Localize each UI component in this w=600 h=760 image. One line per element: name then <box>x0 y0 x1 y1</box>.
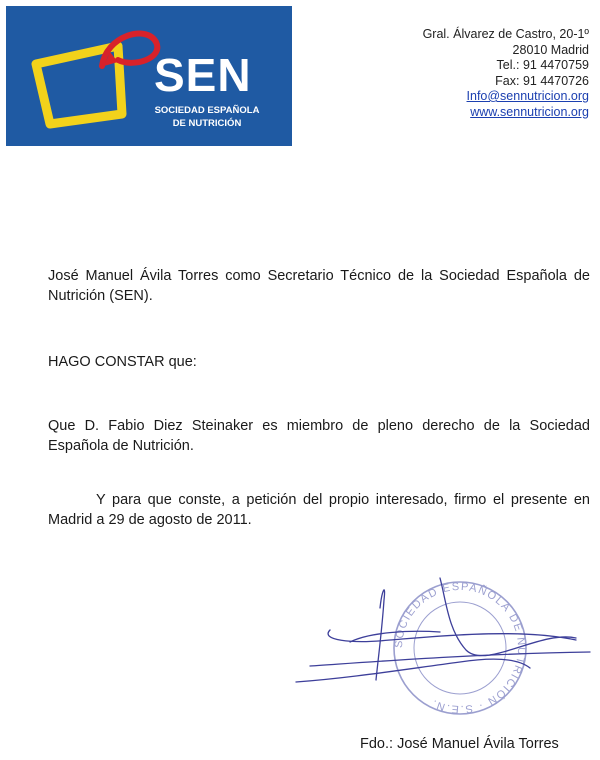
contact-city: 28010 Madrid <box>512 42 589 57</box>
handwritten-signature <box>296 578 590 682</box>
contact-block <box>423 27 589 120</box>
logo-subtitle <box>142 104 272 130</box>
closing-paragraph: Y para que conste, a petición del propio interesado, firmo el presente en Madrid a 29 de agosto de 2011. <box>48 492 590 528</box>
sen-logo <box>6 6 292 146</box>
contact-address: Gral. Álvarez de Castro, 20-1º <box>422 27 589 41</box>
stamp-text: SOCIEDAD ESPAÑOLA DE NUTRICIÓN · S.E.N. <box>392 580 528 716</box>
declaration-heading: HAGO CONSTAR que: <box>48 354 197 370</box>
official-stamp <box>393 581 527 715</box>
statement-paragraph: Que D. Fabio Diez Steinaker es miembro de pleno derecho de la Sociedad Española de Nutrición. <box>48 418 590 454</box>
signatory-name: Fdo.: José Manuel Ávila Torres <box>360 736 559 752</box>
logo-title: SEN <box>154 49 252 101</box>
logo-subtitle-line2: DE NUTRICIÓN <box>172 118 242 129</box>
contact-tel: Tel.: 91 4470759 <box>496 58 589 72</box>
intro-paragraph: José Manuel Ávila Torres como Secretario Técnico de la Sociedad Española de Nutrición (SEN). <box>48 268 590 304</box>
signature-area <box>290 570 600 720</box>
contact-fax: Fax: 91 4470726 <box>495 73 589 88</box>
contact-email-link[interactable]: Info@sennutricion.org <box>466 89 589 103</box>
logo-subtitle-line1: SOCIEDAD ESPAÑOLA <box>154 105 260 116</box>
contact-website-link[interactable]: www.sennutricion.org <box>470 104 589 119</box>
